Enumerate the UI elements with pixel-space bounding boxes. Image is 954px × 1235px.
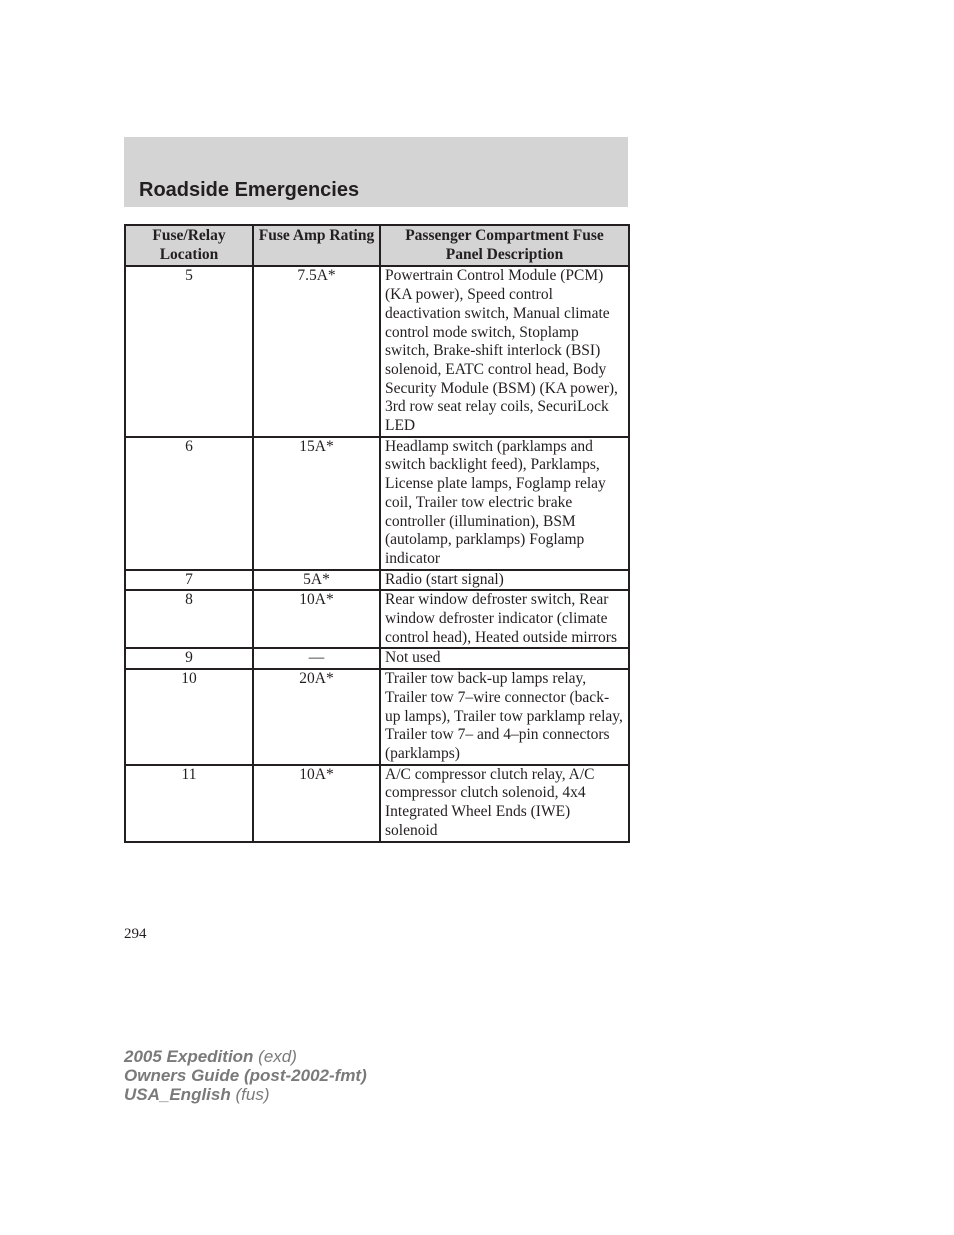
table-row [125,765,629,842]
cell-location: 11 [125,765,253,842]
cell-location: 8 [125,590,253,648]
cell-rating: 7.5A* [253,266,380,436]
cell-description: A/C compressor clutch relay, A/C compressor clutch solenoid, 4x4 Integrated Wheel Ends (IWE) solenoid [380,765,629,842]
table-row [125,266,629,436]
table-row [125,669,629,765]
section-title: Roadside Emergencies [139,179,360,201]
document-footer [124,1047,367,1104]
cell-rating: 10A* [253,590,380,648]
cell-location: 6 [125,437,253,570]
cell-description: Not used [380,648,629,669]
header-location: Fuse/Relay Location [125,225,253,266]
cell-location: 9 [125,648,253,669]
fuse-table [124,224,630,843]
cell-rating: — [253,648,380,669]
footer-language: USA_English [124,1085,231,1104]
table-row [125,648,629,669]
header-rating: Fuse Amp Rating [253,225,380,266]
header-description: Passenger Compartment Fuse Panel Description [380,225,629,266]
footer-model-code: (exd) [258,1047,297,1066]
page-number: 294 [124,926,147,942]
footer-line-guide [124,1066,367,1085]
footer-line-language [124,1085,367,1104]
cell-rating: 15A* [253,437,380,570]
footer-line-model [124,1047,367,1066]
cell-rating: 5A* [253,570,380,591]
cell-rating: 20A* [253,669,380,765]
cell-location: 7 [125,570,253,591]
cell-description: Rear window defroster switch, Rear window defroster indicator (climate control head), Heated outside mirrors [380,590,629,648]
table-row [125,570,629,591]
footer-model: 2005 Expedition [124,1047,254,1066]
footer-guide: Owners Guide (post-2002-fmt) [124,1066,367,1085]
table-row [125,437,629,570]
cell-description: Trailer tow back-up lamps relay, Trailer tow 7–wire connector (back-up lamps), Trailer tow parklamp relay, Trailer tow 7– and 4–pin connectors (parklamps) [380,669,629,765]
table-header-row [125,225,629,266]
cell-description: Radio (start signal) [380,570,629,591]
footer-language-code: (fus) [235,1085,270,1104]
cell-rating: 10A* [253,765,380,842]
cell-location: 5 [125,266,253,436]
section-header-band [124,137,628,207]
cell-description: Headlamp switch (parklamps and switch backlight feed), Parklamps, License plate lamps, Foglamp relay coil, Trailer tow electric brake controller (illumination), BSM (autolamp, parklamps) Foglamp indicator [380,437,629,570]
table-row [125,590,629,648]
cell-description: Powertrain Control Module (PCM) (KA power), Speed control deactivation switch, Manual climate control mode switch, Stoplamp switch, Brake-shift interlock (BSI) solenoid, EATC control head, Body Security Module (BSM) (KA power), 3rd row seat relay coils, SecuriLock LED [380,266,629,436]
cell-location: 10 [125,669,253,765]
